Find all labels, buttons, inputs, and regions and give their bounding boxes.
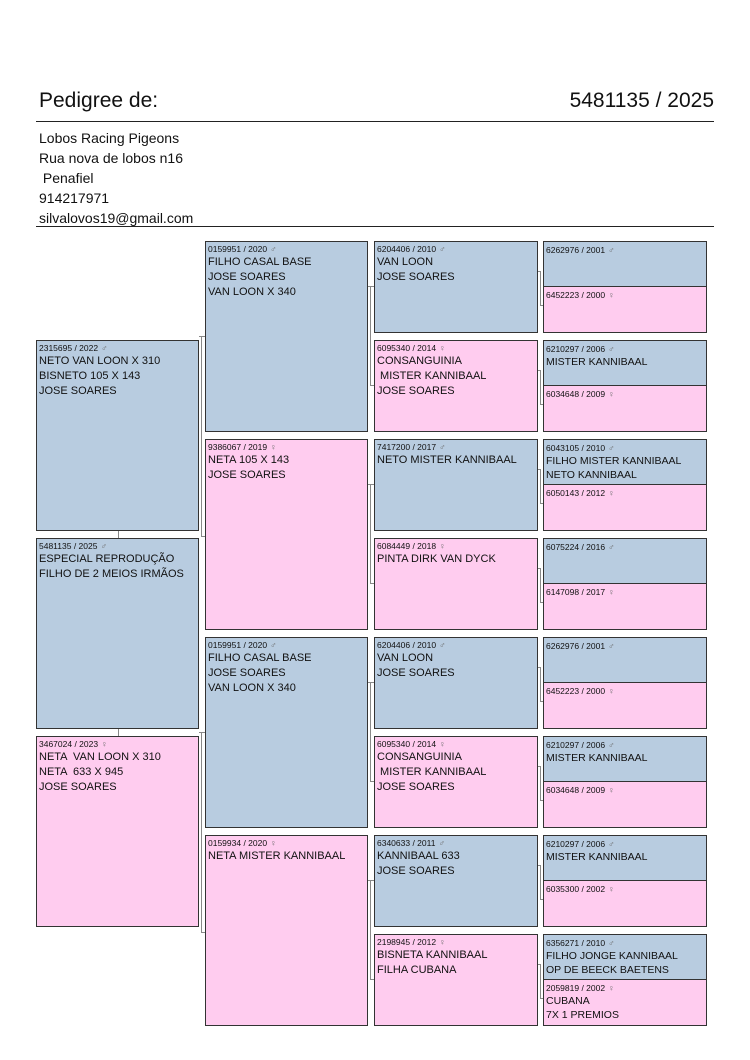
pigeon-info-line: NETO MISTER KANNIBAAL bbox=[377, 454, 517, 466]
pigeon-info-line: KANNIBAAL 633 bbox=[377, 850, 460, 862]
female-symbol-icon: ♀ bbox=[439, 343, 446, 353]
male-symbol-icon: ♂ bbox=[608, 938, 615, 948]
ring-text: 6452223 / 2000 bbox=[546, 686, 606, 696]
owner-city: Penafiel bbox=[39, 170, 94, 186]
pigeon-info-line: JOSE SOARES bbox=[377, 385, 455, 397]
connector-line bbox=[540, 469, 541, 503]
connector-line bbox=[201, 732, 202, 932]
ring-number bbox=[37, 341, 198, 354]
female-symbol-icon: ♀ bbox=[439, 541, 446, 551]
ring-number bbox=[544, 980, 706, 994]
ring-text: 6084449 / 2018 bbox=[377, 541, 437, 551]
connector-line bbox=[540, 964, 541, 998]
ring-number bbox=[544, 935, 706, 949]
pigeon-box-ggg-sire bbox=[543, 340, 707, 386]
pigeon-box-sire bbox=[36, 340, 199, 531]
pigeon-box-ggg-dam bbox=[543, 286, 707, 333]
ring-number bbox=[375, 638, 537, 651]
male-symbol-icon: ♂ bbox=[270, 640, 277, 650]
ring-number bbox=[544, 638, 706, 652]
connector-line bbox=[370, 385, 374, 386]
ring-text: 2315695 / 2022 bbox=[39, 343, 99, 353]
pigeon-info-line: NETO VAN LOON X 310 bbox=[39, 355, 161, 367]
pigeon-box-great-grandparent bbox=[374, 637, 538, 729]
ring-number bbox=[206, 242, 367, 255]
ring-text: 6095340 / 2014 bbox=[377, 739, 437, 749]
connector-line bbox=[370, 880, 371, 979]
female-symbol-icon: ♀ bbox=[101, 739, 108, 749]
pigeon-box-great-grandparent bbox=[374, 340, 538, 432]
pigeon-info-line: CUBANA bbox=[546, 995, 590, 1007]
ring-number bbox=[544, 836, 706, 850]
ring-number bbox=[375, 242, 537, 255]
female-symbol-icon: ♀ bbox=[608, 884, 615, 894]
ring-text: 7417200 / 2017 bbox=[377, 442, 437, 452]
ring-number bbox=[37, 737, 198, 750]
pigeon-box-ggg-dam bbox=[543, 682, 707, 729]
pigeon-info-line: VAN LOON X 340 bbox=[208, 682, 296, 694]
ring-number bbox=[544, 440, 706, 454]
owner-info bbox=[39, 128, 193, 228]
connector-line bbox=[540, 865, 541, 899]
ring-text: 0159951 / 2020 bbox=[208, 640, 268, 650]
connector-line bbox=[370, 979, 374, 980]
pigeon-box-great-grandparent bbox=[374, 934, 538, 1026]
ring-text: 0159951 / 2020 bbox=[208, 244, 268, 254]
ring-number bbox=[544, 683, 706, 697]
female-symbol-icon: ♀ bbox=[439, 739, 446, 749]
pigeon-info-line: JOSE SOARES bbox=[39, 385, 117, 397]
pigeon-info-line: JOSE SOARES bbox=[377, 865, 455, 877]
ring-number bbox=[375, 539, 537, 552]
ring-text: 5481135 / 2025 bbox=[39, 541, 98, 551]
pigeon-info-line: FILHO MISTER KANNIBAAL bbox=[546, 455, 682, 467]
ring-number bbox=[544, 287, 706, 301]
ring-number bbox=[544, 584, 706, 598]
connector-line bbox=[540, 899, 543, 900]
pigeon-info-line: MISTER KANNIBAAL bbox=[546, 752, 648, 764]
pigeon-info-line: CONSANGUINIA bbox=[377, 751, 462, 763]
female-symbol-icon: ♀ bbox=[439, 937, 446, 947]
pigeon-info-line: MISTER KANNIBAAL bbox=[546, 851, 648, 863]
pigeon-info-line: VAN LOON bbox=[377, 256, 434, 268]
pigeon-box-grandparent bbox=[205, 241, 368, 432]
pigeon-info-line: JOSE SOARES bbox=[208, 667, 286, 679]
ring-text: 6210297 / 2006 bbox=[546, 740, 606, 750]
connector-line bbox=[368, 682, 374, 683]
ring-text: 6095340 / 2014 bbox=[377, 343, 437, 353]
pigeon-info-line: CONSANGUINIA bbox=[377, 355, 462, 367]
pigeon-box-great-grandparent bbox=[374, 538, 538, 630]
pigeon-box-great-grandparent bbox=[374, 241, 538, 333]
pigeon-info-line: MISTER KANNIBAAL bbox=[377, 766, 487, 778]
ring-text: 6043105 / 2010 bbox=[546, 443, 606, 453]
ring-number bbox=[544, 485, 706, 499]
connector-line bbox=[540, 667, 541, 701]
pigeon-box-ggg-dam bbox=[543, 979, 707, 1026]
connector-line bbox=[368, 880, 374, 881]
pigeon-box-subject bbox=[36, 538, 199, 729]
pigeon-info-line: NETA 105 X 143 bbox=[208, 454, 290, 466]
connector-line bbox=[201, 932, 205, 933]
ring-text: 6204406 / 2010 bbox=[377, 640, 437, 650]
pigeon-box-great-grandparent bbox=[374, 835, 538, 927]
connector-line bbox=[540, 800, 543, 801]
connector-line bbox=[370, 781, 374, 782]
female-symbol-icon: ♀ bbox=[270, 442, 277, 452]
pigeon-box-dam bbox=[36, 736, 199, 927]
pigeon-box-ggg-sire bbox=[543, 835, 707, 881]
ring-text: 3467024 / 2023 bbox=[39, 739, 99, 749]
ring-number bbox=[375, 737, 537, 750]
ring-number bbox=[544, 539, 706, 553]
male-symbol-icon: ♂ bbox=[439, 244, 446, 254]
female-symbol-icon: ♀ bbox=[608, 587, 615, 597]
pigeon-info-line: ESPECIAL REPRODUÇÃO bbox=[39, 553, 175, 565]
ring-text: 2198945 / 2012 bbox=[377, 937, 437, 947]
pigeon-box-ggg-sire bbox=[543, 439, 707, 485]
pigeon-box-ggg-sire bbox=[543, 538, 707, 584]
connector-line bbox=[540, 370, 541, 404]
connector-line bbox=[540, 998, 543, 999]
pigeon-info-line: NETA MISTER KANNIBAAL bbox=[208, 850, 346, 862]
pigeon-info-line: 7X 1 PREMIOS bbox=[546, 1009, 619, 1021]
male-symbol-icon: ♂ bbox=[608, 839, 615, 849]
pigeon-box-ggg-sire bbox=[543, 736, 707, 782]
pigeon-info-line: OP DE BEECK BAETENS bbox=[546, 964, 669, 976]
pigeon-box-ggg-sire bbox=[543, 241, 707, 287]
connector-line bbox=[540, 503, 543, 504]
male-symbol-icon: ♂ bbox=[608, 641, 615, 651]
female-symbol-icon: ♀ bbox=[270, 838, 277, 848]
ring-number bbox=[544, 386, 706, 400]
ring-text: 6262976 / 2001 bbox=[546, 245, 606, 255]
pigeon-box-ggg-dam bbox=[543, 583, 707, 630]
connector-line bbox=[199, 732, 205, 733]
ring-text: 6262976 / 2001 bbox=[546, 641, 606, 651]
pigeon-info-line: MISTER KANNIBAAL bbox=[546, 356, 648, 368]
male-symbol-icon: ♂ bbox=[100, 541, 107, 551]
pigeon-info-line: VAN LOON X 340 bbox=[208, 286, 296, 298]
connector-line bbox=[118, 531, 119, 538]
pigeon-info-line: PINTA DIRK VAN DYCK bbox=[377, 553, 496, 565]
ring-number bbox=[544, 737, 706, 751]
pigeon-info-line: FILHA CUBANA bbox=[377, 964, 457, 976]
connector-line bbox=[540, 305, 543, 306]
pigeon-box-ggg-dam bbox=[543, 484, 707, 531]
ring-text: 6340633 / 2011 bbox=[377, 838, 436, 848]
pigeon-box-grandparent bbox=[205, 637, 368, 828]
male-symbol-icon: ♂ bbox=[439, 640, 446, 650]
ring-number bbox=[375, 836, 537, 849]
ring-number bbox=[544, 242, 706, 256]
ring-text: 6356271 / 2010 bbox=[546, 938, 606, 948]
owner-divider bbox=[36, 226, 714, 227]
ring-text: 6034648 / 2009 bbox=[546, 785, 606, 795]
header-divider bbox=[36, 121, 714, 122]
owner-name: Lobos Racing Pigeons bbox=[39, 130, 180, 146]
ring-text: 6210297 / 2006 bbox=[546, 344, 606, 354]
pigeon-info-line: BISNETA KANNIBAAL bbox=[377, 949, 488, 961]
subject-ring-number: 5481135 / 2025 bbox=[569, 89, 714, 112]
pigeon-info-line: FILHO JONGE KANNIBAAL bbox=[546, 950, 678, 962]
owner-phone: 914217971 bbox=[39, 190, 110, 206]
connector-line bbox=[540, 701, 543, 702]
ring-number bbox=[206, 440, 367, 453]
pigeon-info-line: JOSE SOARES bbox=[377, 667, 455, 679]
male-symbol-icon: ♂ bbox=[270, 244, 277, 254]
ring-text: 6050143 / 2012 bbox=[546, 488, 606, 498]
connector-line bbox=[201, 536, 205, 537]
owner-address: Rua nova de lobos n16 bbox=[39, 150, 183, 166]
connector-line bbox=[370, 682, 371, 781]
pigeon-box-grandparent bbox=[205, 439, 368, 630]
ring-text: 0159934 / 2020 bbox=[208, 838, 268, 848]
ring-text: 6204406 / 2010 bbox=[377, 244, 437, 254]
male-symbol-icon: ♂ bbox=[439, 442, 446, 452]
ring-number bbox=[544, 881, 706, 895]
ring-text: 6034648 / 2009 bbox=[546, 389, 606, 399]
pigeon-box-ggg-sire bbox=[543, 637, 707, 683]
pigeon-info-line: JOSE SOARES bbox=[208, 469, 286, 481]
connector-line bbox=[540, 568, 541, 602]
ring-number bbox=[544, 341, 706, 355]
pigeon-box-ggg-dam bbox=[543, 880, 707, 927]
female-symbol-icon: ♀ bbox=[608, 389, 615, 399]
male-symbol-icon: ♂ bbox=[608, 443, 615, 453]
connector-line bbox=[540, 271, 541, 305]
connector-line bbox=[199, 336, 205, 337]
male-symbol-icon: ♂ bbox=[608, 245, 615, 255]
pigeon-info-line: NETA 633 X 945 bbox=[39, 766, 124, 778]
female-symbol-icon: ♀ bbox=[608, 488, 615, 498]
ring-number bbox=[375, 935, 537, 948]
ring-text: 2059819 / 2002 bbox=[546, 983, 606, 993]
pigeon-info-line: JOSE SOARES bbox=[208, 271, 286, 283]
ring-number bbox=[206, 836, 367, 849]
pigeon-box-ggg-dam bbox=[543, 385, 707, 432]
connector-line bbox=[370, 286, 371, 385]
pigeon-info-line: NETA VAN LOON X 310 bbox=[39, 751, 161, 763]
pigeon-box-ggg-dam bbox=[543, 781, 707, 828]
female-symbol-icon: ♀ bbox=[608, 785, 615, 795]
male-symbol-icon: ♂ bbox=[101, 343, 108, 353]
connector-line bbox=[368, 286, 374, 287]
connector-line bbox=[540, 602, 543, 603]
pigeon-info-line: JOSE SOARES bbox=[377, 781, 455, 793]
owner-email: silvalovos19@gmail.com bbox=[39, 210, 194, 226]
pigeon-info-line: VAN LOON bbox=[377, 652, 434, 664]
ring-number bbox=[37, 539, 198, 552]
connector-line bbox=[540, 766, 541, 800]
pigeon-info-line: FILHO CASAL BASE bbox=[208, 652, 312, 664]
pigeon-box-grandparent bbox=[205, 835, 368, 1026]
pigeon-info-line: FILHO CASAL BASE bbox=[208, 256, 312, 268]
connector-line bbox=[370, 583, 374, 584]
connector-line bbox=[368, 484, 374, 485]
pigeon-box-great-grandparent bbox=[374, 736, 538, 828]
ring-number bbox=[206, 638, 367, 651]
pigeon-box-ggg-sire bbox=[543, 934, 707, 980]
ring-text: 6147098 / 2017 bbox=[546, 587, 606, 597]
ring-text: 6035300 / 2002 bbox=[546, 884, 606, 894]
ring-number bbox=[375, 440, 537, 453]
connector-line bbox=[118, 729, 119, 736]
pigeon-info-line: BISNETO 105 X 143 bbox=[39, 370, 141, 382]
female-symbol-icon: ♀ bbox=[608, 290, 615, 300]
pigeon-info-line: MISTER KANNIBAAL bbox=[377, 370, 487, 382]
male-symbol-icon: ♂ bbox=[608, 344, 615, 354]
ring-number bbox=[375, 341, 537, 354]
ring-text: 9386067 / 2019 bbox=[208, 442, 268, 452]
female-symbol-icon: ♀ bbox=[608, 686, 615, 696]
pigeon-info-line: JOSE SOARES bbox=[377, 271, 455, 283]
ring-text: 6452223 / 2000 bbox=[546, 290, 606, 300]
ring-text: 6210297 / 2006 bbox=[546, 839, 606, 849]
connector-line bbox=[370, 484, 371, 583]
connector-line bbox=[201, 336, 202, 536]
connector-line bbox=[540, 404, 543, 405]
ring-number bbox=[544, 782, 706, 796]
pigeon-info-line: FILHO DE 2 MEIOS IRMÃOS bbox=[39, 568, 184, 580]
pigeon-box-great-grandparent bbox=[374, 439, 538, 531]
page-title: Pedigree de: bbox=[39, 89, 159, 112]
male-symbol-icon: ♂ bbox=[608, 740, 615, 750]
pigeon-info-line: NETO KANNIBAAL bbox=[546, 469, 637, 481]
pigeon-info-line: JOSE SOARES bbox=[39, 781, 117, 793]
male-symbol-icon: ♂ bbox=[608, 542, 615, 552]
male-symbol-icon: ♂ bbox=[438, 838, 445, 848]
female-symbol-icon: ♀ bbox=[608, 983, 615, 993]
ring-text: 6075224 / 2016 bbox=[546, 542, 606, 552]
